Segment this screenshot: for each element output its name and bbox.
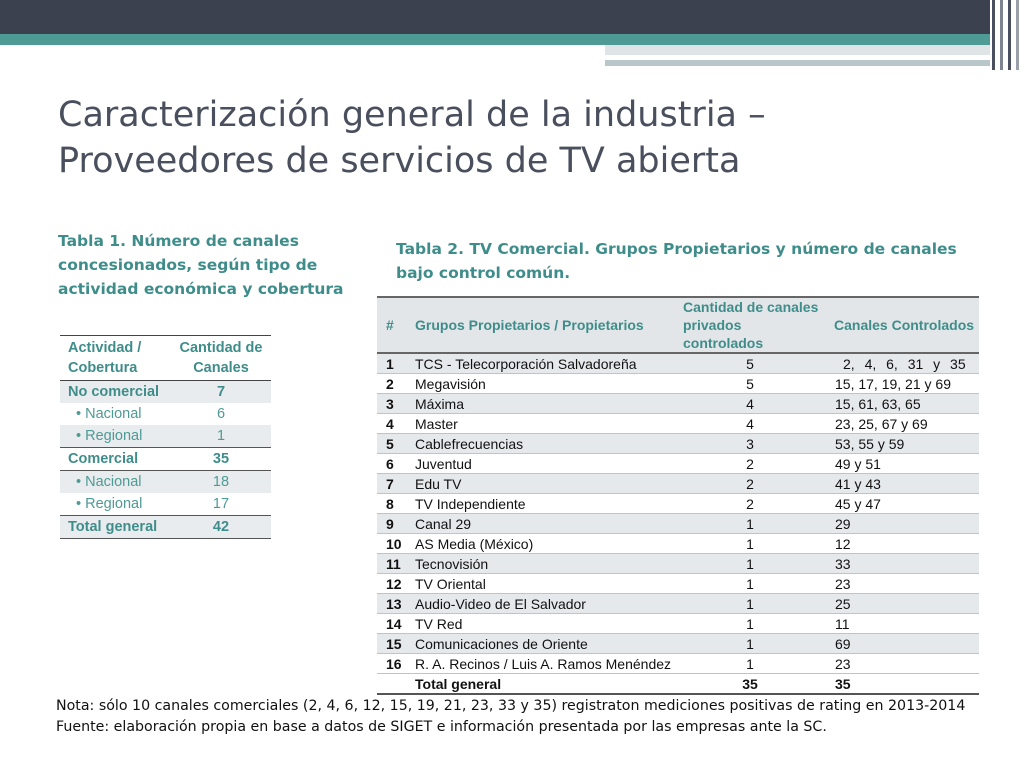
- table2-number: 16: [377, 654, 406, 674]
- table-row: [60, 493, 271, 516]
- table1-header-row: [60, 336, 271, 381]
- table2-channels: 15, 61, 63, 65: [825, 394, 979, 414]
- table2-number: 10: [377, 534, 406, 554]
- source-text: Fuente: elaboración propia en base a datos de SIGET e información presentada por las empresas ante la SC.: [56, 719, 827, 735]
- table2-quantity: 2: [675, 454, 825, 474]
- table2-group: Audio-Video de El Salvador: [406, 594, 675, 614]
- table2-header-number: #: [377, 297, 406, 353]
- table2-group: Canal 29: [406, 514, 675, 534]
- table2-group: TV Independiente: [406, 494, 675, 514]
- table2-quantity: 5: [675, 374, 825, 394]
- slide-title: [58, 92, 958, 184]
- table2-number: 4: [377, 414, 406, 434]
- table2-total-quantity: 35: [675, 674, 825, 695]
- table1-label: Comercial: [60, 448, 171, 471]
- table2-channels: 45 y 47: [825, 494, 979, 514]
- table1-label: • Regional: [60, 425, 171, 448]
- header-vertical-lines: [990, 0, 1024, 70]
- table-row: [60, 403, 271, 425]
- table-row: [377, 394, 979, 414]
- table1-value: 1: [171, 425, 271, 448]
- table2-number: 5: [377, 434, 406, 454]
- header-bar-teal: [0, 34, 990, 45]
- table2-quantity: 5: [675, 353, 825, 374]
- table2-group: Comunicaciones de Oriente: [406, 634, 675, 654]
- table1-label: • Regional: [76, 496, 143, 512]
- table2-channels: 15, 17, 19, 21 y 69: [825, 374, 979, 394]
- table2-group: AS Media (México): [406, 534, 675, 554]
- table1-label: • Nacional: [60, 471, 171, 494]
- table2-channels: 2, 4, 6, 31 y 35: [825, 353, 979, 374]
- table2-number: 6: [377, 454, 406, 474]
- table2-group: Master: [406, 414, 675, 434]
- table2-number: 8: [377, 494, 406, 514]
- table-row: [377, 434, 979, 454]
- table2-number: [377, 674, 406, 695]
- table1-label: Total general: [60, 516, 171, 539]
- table2-quantity: 4: [675, 394, 825, 414]
- table2-channels: 23: [825, 574, 979, 594]
- table1-label: • Nacional: [76, 406, 142, 422]
- table2-caption: Tabla 2. TV Comercial. Grupos Propietarios y número de canales bajo control común.: [396, 240, 957, 282]
- slide-title-line2: Proveedores de servicios de TV abierta: [58, 141, 741, 181]
- table2-channels: 23: [825, 654, 979, 674]
- table1-value: 35: [171, 448, 271, 471]
- table2-header-channels: Canales Controlados: [825, 297, 979, 353]
- table2-channels: 53, 55 y 59: [825, 434, 979, 454]
- table2-number: 3: [377, 394, 406, 414]
- table2-group: Megavisión: [406, 374, 675, 394]
- table2-channels: 41 y 43: [825, 474, 979, 494]
- table2-quantity: 3: [675, 434, 825, 454]
- table-row: [377, 374, 979, 394]
- table2-number: 15: [377, 634, 406, 654]
- table2-body: [377, 353, 979, 694]
- table2-group: TV Red: [406, 614, 675, 634]
- header-bar-grey: [605, 45, 990, 55]
- table-row: [377, 654, 979, 674]
- table2-quantity: 2: [675, 474, 825, 494]
- table2-channels: 29: [825, 514, 979, 534]
- table1-value: 17: [212, 496, 230, 512]
- table2-group: Cablefrecuencias: [406, 434, 675, 454]
- table-row: [377, 614, 979, 634]
- table2-group: Edu TV: [406, 474, 675, 494]
- table2-group: Juventud: [406, 454, 675, 474]
- header-bar-dark: [0, 0, 990, 34]
- table1-value: 18: [171, 471, 271, 494]
- table-row: [377, 534, 979, 554]
- table2-number: 14: [377, 614, 406, 634]
- table2-number: 13: [377, 594, 406, 614]
- table2-group: Máxima: [406, 394, 675, 414]
- table2-group: TV Oriental: [406, 574, 675, 594]
- table2-quantity: 1: [675, 514, 825, 534]
- table-row: [60, 471, 271, 494]
- table1-total-row: [60, 516, 271, 539]
- table2-quantity: 1: [675, 534, 825, 554]
- table2-quantity: 1: [675, 594, 825, 614]
- header-bar-grey-thin: [605, 60, 990, 66]
- table1-caption: Tabla 1. Número de canales concesionados, según tipo de actividad económica y cobertura: [58, 232, 344, 298]
- table2-group: TCS - Telecorporación Salvadoreña: [406, 353, 675, 374]
- table-row: [60, 425, 271, 448]
- table2-header-quantity: Cantidad de canales privados controlados: [675, 297, 825, 353]
- footnotes: [56, 696, 1016, 738]
- table2: [377, 296, 979, 695]
- table1-value: 42: [171, 516, 271, 539]
- table2-channels: 69: [825, 634, 979, 654]
- table-row: [377, 414, 979, 434]
- table2-number: 7: [377, 474, 406, 494]
- table2-quantity: 1: [675, 554, 825, 574]
- table2-total-label: Total general: [406, 674, 675, 695]
- table2-quantity: 2: [675, 494, 825, 514]
- table2-total-channels: 35: [825, 674, 979, 695]
- table1: [60, 335, 271, 539]
- table2-channels: 49 y 51: [825, 454, 979, 474]
- slide-title-line1: Caracterización general de la industria –: [58, 95, 766, 135]
- table2-number: 12: [377, 574, 406, 594]
- table2-channels: 11: [825, 614, 979, 634]
- table1-header-activity: Actividad / Cobertura: [60, 336, 171, 381]
- table1-value: 6: [216, 406, 226, 422]
- table2-channels: 25: [825, 594, 979, 614]
- table2-number: 11: [377, 554, 406, 574]
- table2-channels: 12: [825, 534, 979, 554]
- table2-channels: 33: [825, 554, 979, 574]
- table-row: [60, 381, 271, 404]
- table2-quantity: 4: [675, 414, 825, 434]
- table-row: [60, 448, 271, 471]
- table-row: [377, 474, 979, 494]
- table2-header-group: Grupos Propietarios / Propietarios: [406, 297, 675, 353]
- table1-header-count: Cantidad de Canales: [171, 336, 271, 381]
- table-row: [377, 594, 979, 614]
- table-row: [377, 574, 979, 594]
- table-row: [377, 353, 979, 374]
- table-row: [377, 554, 979, 574]
- table2-quantity: 1: [675, 654, 825, 674]
- table2-group: Tecnovisión: [406, 554, 675, 574]
- table1-value: 7: [171, 381, 271, 404]
- table-row: [377, 634, 979, 654]
- table2-total-row: [377, 674, 979, 695]
- header-gap: [0, 45, 605, 51]
- table1-label: No comercial: [60, 381, 171, 404]
- table2-number: 2: [377, 374, 406, 394]
- table2-quantity: 1: [675, 614, 825, 634]
- table2-number: 9: [377, 514, 406, 534]
- table2-channels: 23, 25, 67 y 69: [825, 414, 979, 434]
- table-row: [377, 454, 979, 474]
- table2-quantity: 1: [675, 574, 825, 594]
- table2-number: 1: [377, 353, 406, 374]
- table2-header-row: [377, 297, 979, 353]
- table-row: [377, 514, 979, 534]
- note-text: Nota: sólo 10 canales comerciales (2, 4, 6, 12, 15, 19, 21, 23, 33 y 35) registraton mediciones positivas de rating en 2013-2014: [56, 698, 966, 714]
- table-row: [377, 494, 979, 514]
- table2-quantity: 1: [675, 634, 825, 654]
- table2-group: R. A. Recinos / Luis A. Ramos Menéndez: [406, 654, 675, 674]
